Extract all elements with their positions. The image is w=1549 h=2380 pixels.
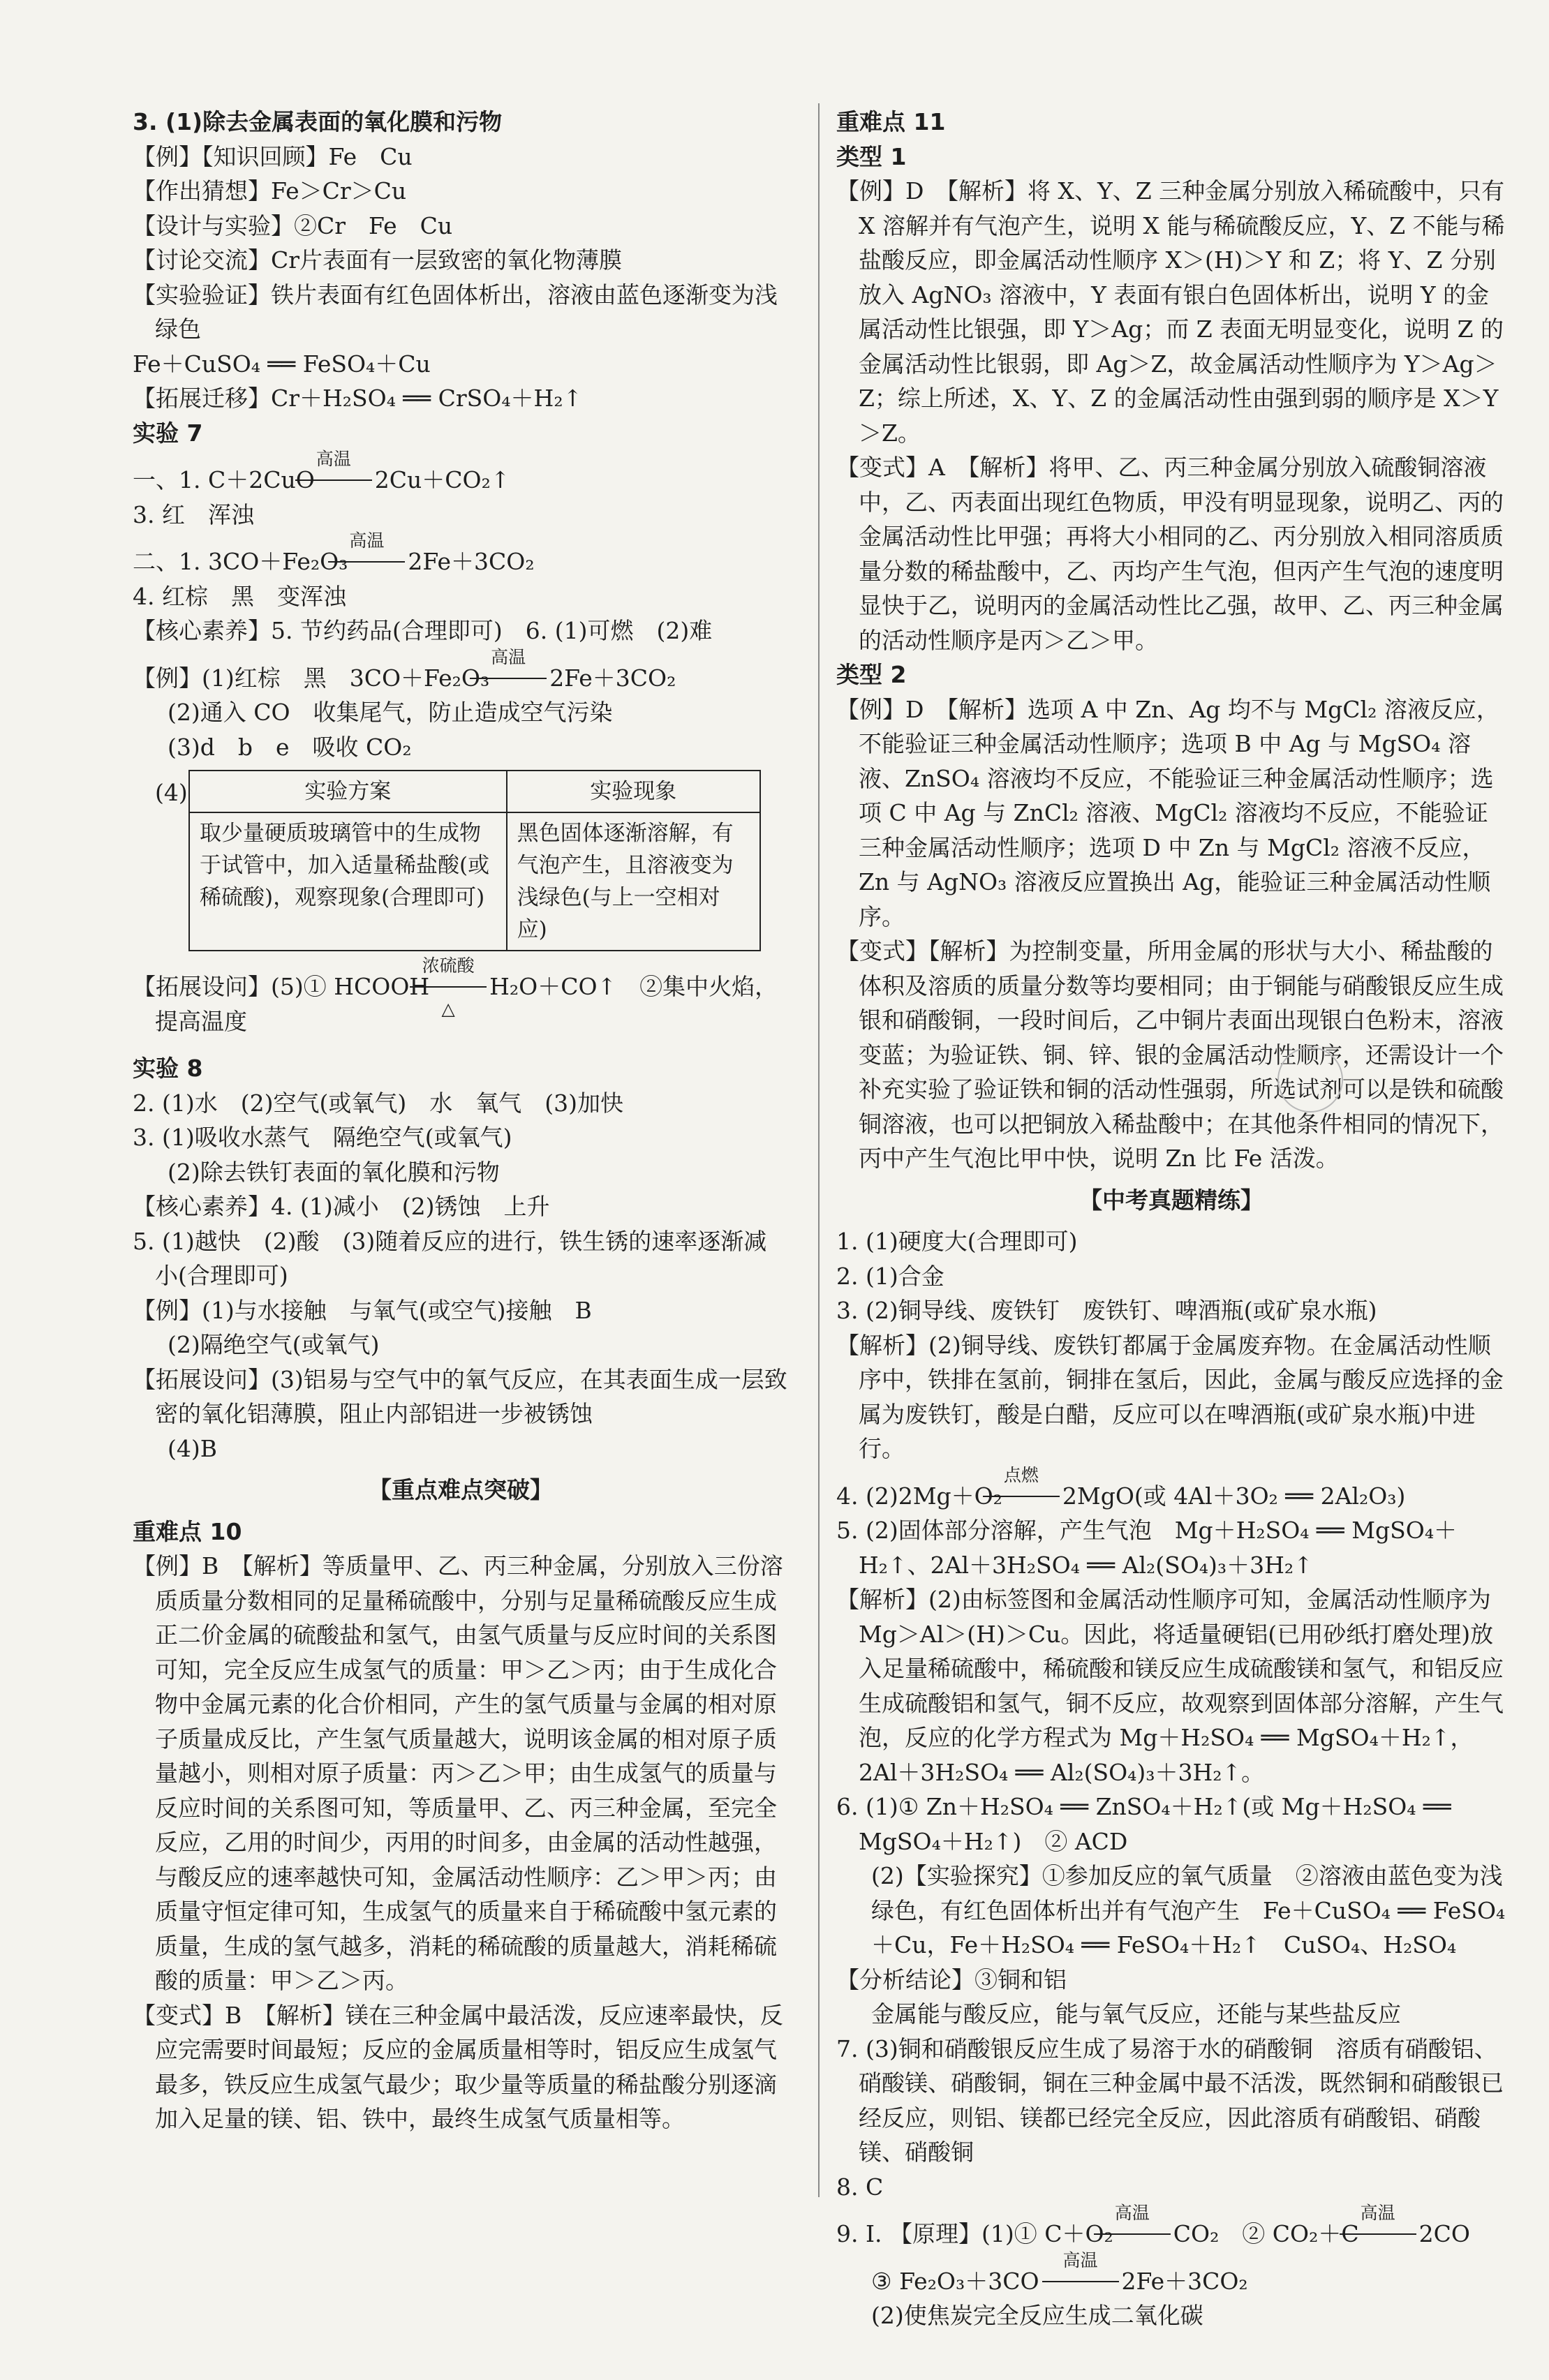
answer-line: (2)【实验探究】①参加反应的氧气质量 ②溶液由蓝色变为浅绿色，有红色固体析出并有气泡产生 Fe＋CuSO₄ ══ FeSO₄＋Cu，Fe＋H₂SO₄ ══ FeSO₄＋H₂↑ CuSO₄、H₂SO₄ [871,1862,1506,1958]
answer-line: 【例】D 【解析】选项 A 中 Zn、Ag 均不与 MgCl₂ 溶液反应，不能验证三种金属活动性顺序；选项 B 中 Ag 与 MgSO₄ 溶液、ZnSO₄ 溶液均不反应，不能验证三种金属活动性顺序；选项 C 中 Ag 与 ZnCl₂ 溶液、MgCl₂ 溶液均不反应，不能验证三种金属活动性顺序；选项 D 中 Zn 与 MgCl₂ 溶液不反应，Zn 与 AgNO₃ 溶液反应置换出 Ag，能验证三种金属活动性顺序。 [836,695,1499,930]
answer-line: 4. 红棕 黑 变浑浊 [133,582,346,610]
answer-line: 5. (2)固体部分溶解，产生气泡 Mg＋H₂SO₄ ══ MgSO₄＋H₂↑、2Al＋3H₂SO₄ ══ Al₂(SO₄)₃＋3H₂↑ [836,1517,1458,1579]
answer-line: 【例】【知识回顾】Fe Cu [133,142,413,170]
answer-line: 3. (1)吸收水蒸气 隔绝空气(或氧气) [133,1124,512,1151]
answer-line: 【作出猜想】Fe＞Cr＞Cu [133,177,407,204]
equation-left: ③ Fe₂O₃＋3CO [871,2267,1039,2295]
answer-line: (2)除去铁钉表面的氧化膜和污物 [168,1158,500,1186]
answer-line: 【例】D 【解析】将 X、Y、Z 三种金属分别放入稀硫酸中，只有 X 溶解并有气泡产生，说明 X 能与稀硫酸反应，Y、Z 不能与稀盐酸反应，即金属活动性顺序 X＞(H)＞Y 和 Z；将 Y、Z 分别放入 AgNO₃ 溶液中，Y 表面有银白色固体析出，说明 Y 的金属活动性比银强，即 Y＞Ag；而 Z 表面无明显变化，说明 Z 的金属活动性比银弱，即 Ag＞Z，故金属活动性顺序为 Y＞Ag＞Z；综上所述，X、Y、Z 的金属活动性由强到弱的顺序是 X＞Y＞Z。 [836,177,1505,447]
table-cell: 黑色固体逐渐溶解，有气泡产生，且溶液变为浅绿色(与上一空相对应) [507,812,760,951]
table-header: 实验现象 [507,771,760,812]
answer-line: 【拓展设问】(3)铝易与空气中的氧气反应，在其表面生成一层致密的氧化铝薄膜，阻止内部铝进一步被锈蚀 [133,1365,787,1427]
equation-left: 二、1. 3CO＋Fe₂O₃ [133,548,348,575]
equation-bar [410,985,487,988]
answer-line: (4)B [168,1434,217,1462]
equation-bar [983,1494,1060,1497]
equation-left: 【例】(1)红棕 黑 3CO＋Fe₂O₃ [133,664,490,692]
condition-label: 高温 [349,530,385,551]
equation-bar [1094,2232,1171,2235]
equation-bar [295,478,372,481]
answer-line: 3. 红 浑浊 [133,500,254,528]
equation-line [133,450,789,498]
equation-left: 9. Ⅰ. 【原理】(1)① C＋O₂ [836,2220,1113,2247]
answer-line: 【例】(1)与水接触 与氧气(或空气)接触 B [133,1296,592,1324]
table-header: 实验方案 [189,771,507,812]
answer-line: 【变式】A 【解析】将甲、乙、丙三种金属分别放入硫酸铜溶液中，乙、丙表面出现红色物质，甲没有明显现象，说明乙、丙的金属活动性比甲强；再将大小相同的乙、丙分别放入相同溶质质量分数的稀盐酸中，乙、丙均产生气泡，但丙产生气泡的速度明显快于乙，说明丙的金属活动性比乙强，故甲、乙、丙三种金属的活动性顺序是丙＞乙＞甲。 [836,454,1504,654]
equation-right: 2CO [1418,2220,1470,2247]
equation-line [133,532,789,579]
answer-line: (2)隔绝空气(或氧气) [168,1331,380,1358]
answer-line: 重难点 11 [836,108,946,135]
answer-line: 类型 1 [836,142,907,170]
answer-line: 类型 2 [836,661,907,688]
condition-label: 浓硫酸 [422,955,475,976]
condition-label: 高温 [1062,2249,1098,2270]
answer-line: 7. (3)铜和硝酸银反应生成了易溶于水的硝酸铜 溶质有硝酸铝、硝酸镁、硝酸铜，铜在三种金属中最不活泼，既然铜和硝酸银已经反应，则铝、镁都已经完全反应，因此溶质有硝酸铝、硝酸镁、硝酸铜 [836,2035,1504,2166]
answer-line: 【例】B 【解析】等质量甲、乙、丙三种金属，分别放入三份溶质质量分数相同的足量稀硫酸中，分别与足量稀硫酸反应生成正二价金属的硫酸盐和氢气，由氢气质量与反应时间的关系图可知，完全反应生成氢气的质量：甲＞乙＞丙；由于生成化合物中金属元素的化合价相同，产生的氢气质量与金属的相对原子质量成反比，产生氢气质量越大，说明该金属的相对原子质量越小，则相对原子质量：丙＞乙＞甲；由生成氢气的质量与反应时间的关系图可知，等质量甲、乙、丙三种金属，至完全反应，乙用的时间少，丙用的时间多，由金属的活动性越强，与酸反应的速率越快可知，金属活动性顺序：乙＞甲＞丙；由质量守恒定律可知，生成氢气的质量来自于稀硫酸中氢元素的质量，生成的氢气越多，消耗的稀硫酸的质量越大，消耗稀硫酸的质量：甲＞乙＞丙。 [133,1552,783,1994]
answer-line: (2)通入 CO 收集尾气，防止造成空气污染 [168,699,613,726]
equation-right: 2Fe＋3CO₂ [408,548,535,575]
answer-line: 【实验验证】铁片表面有红色固体析出，溶液由蓝色逐渐变为浅绿色 [133,281,778,343]
condition-label: 高温 [316,449,351,469]
equation-line [133,957,789,1039]
answer-line: 【讨论交流】Cr片表面有一层致密的氧化物薄膜 [133,246,623,274]
table-label: (4) [155,779,188,806]
answer-line: 金属能与酸反应，能与氧气反应，还能与某些盐反应 [871,2000,1401,2028]
equation-line [836,1466,1506,1514]
answer-line: (2)使焦炭完全反应生成二氧化碳 [871,2302,1203,2329]
experiment-table [188,770,761,951]
equation-right: 2Cu＋CO₂↑ [374,466,510,493]
answer-line: 【核心素养】4. (1)减小 (2)锈蚀 上升 [133,1193,550,1220]
answer-line: 5. (1)越快 (2)酸 (3)随着反应的进行，铁生锈的速率逐渐减小(合理即可) [133,1227,767,1289]
reaction-condition [422,955,487,1019]
equation-right: 2Fe＋3CO₂ [549,664,676,692]
answer-line: 3. (1)除去金属表面的氧化膜和污物 [133,108,503,135]
answer-line: 8. C [836,2173,884,2201]
section-heading: 【重点难点突破】 [369,1476,553,1503]
answer-line: 【分析结论】③铜和铝 [836,1965,1067,1993]
answer-line: 2. (1)合金 [836,1262,944,1290]
equation-left: 【拓展设问】(5)① HCOOH [133,973,430,1000]
answer-line: 【解析】(2)由标签图和金属活动性顺序可知，金属活动性顺序为 Mg＞Al＞(H)＞Cu。因此，将适量硬铝(已用砂纸打磨处理)放入足量稀硫酸中，稀硫酸和镁反应生成硫酸镁和氢气，和铝反应生成硫酸铝和氢气，铜不反应，故观察到固体部分溶解，产生气泡，反应的化学方程式为 Mg＋H₂SO₄ ══ MgSO₄＋H₂↑，2Al＋3H₂SO₄ ══ Al₂(SO₄)₃＋3H₂↑。 [836,1586,1504,1786]
equation-bar [1042,2279,1119,2282]
reaction-condition [1005,1466,1060,1508]
answer-line: 【变式】B 【解析】镁在三种金属中最活泼，反应速率最快，反应完需要时间最短；反应的金属质量相等时，铝反应生成氢气最多，铁反应生成氢气最少；取少量等质量的稀盐酸分别逐滴加入足量的镁、铝、铁中，最终生成氢气质量相等。 [133,2001,783,2132]
answer-line: 6. (1)① Zn＋H₂SO₄ ══ ZnSO₄＋H₂↑(或 Mg＋H₂SO₄ ══ MgSO₄＋H₂↑) ② ACD [836,1793,1451,1855]
reaction-condition [350,532,405,573]
condition-label: 高温 [491,646,526,667]
condition-label: 高温 [1360,2203,1395,2223]
answer-line: 3. (2)铜导线、废铁钉 废铁钉、啤酒瓶(或矿泉水瓶) [836,1297,1377,1324]
equation-bar [328,560,405,563]
column-divider [818,103,820,2197]
answer-line: 1. (1)硬度大(合理即可) [836,1228,1078,1255]
reaction-condition [1362,2204,1416,2245]
equation-line [133,648,789,696]
condition-label-bottom: △ [441,999,455,1019]
equation-right: 2Fe＋3CO₂ [1121,2267,1248,2295]
equation-left: 4. (2)2Mg＋O₂ [836,1482,1002,1510]
condition-label: 点燃 [1003,1464,1039,1485]
answer-line: 实验 7 [133,419,203,447]
answer-line: (3)d b e 吸收 CO₂ [168,733,412,761]
answer-line: 实验 8 [133,1055,203,1082]
right-column [836,105,1506,2333]
answer-line: 2. (1)水 (2)空气(或氧气) 水 氧气 (3)加快 [133,1089,623,1117]
condition-label: 高温 [1114,2203,1150,2223]
answer-line: 重难点 10 [133,1517,242,1545]
answer-line: 【变式】【解析】为控制变量，所用金属的形状与大小、稀盐酸的体积及溶质的质量分数等均要相同；由于铜能与硝酸银反应生成银和硝酸铜，一段时间后，乙中铜片表面出现银白色粉末，溶液变蓝；为验证铁、铜、锌、银的金属活动性顺序，还需设计一个补充实验了验证铁和铜的活动性强弱，所选试剂可以是铁和硫酸铜溶液，也可以把铜放入稀盐酸中；在其他条件相同的情况下，丙中产生气泡比甲中快，说明 Zn 比 Fe 活泼。 [836,937,1504,1172]
equation-bar [470,676,547,679]
answer-line: 【设计与实验】②Cr Fe Cu [133,211,453,239]
equation-line [836,2204,1506,2252]
equation-right: 2MgO(或 4Al＋3O₂ ══ 2Al₂O₃) [1062,1482,1406,1510]
experiment-table-block [133,770,789,951]
left-column [133,105,789,2136]
reaction-condition [318,450,372,491]
answer-line: 【核心素养】5. 节约药品(合理即可) 6. (1)可燃 (2)难 [133,617,713,644]
answer-line: 【解析】(2)铜导线、废铁钉都属于金属废弃物。在金属活动性顺序中，铁排在氢前，铜排在氢后，因此，金属与酸反应选择的金属为废铁钉，酸是白醋，反应可以在啤酒瓶(或矿泉水瓶)中进行。 [836,1331,1504,1462]
reaction-condition [1116,2204,1171,2245]
equation-right: H₂O＋CO↑ ②集中火焰，提高温度 [155,973,778,1035]
equation-left: 一、1. C＋2CuO [133,466,315,493]
answer-line: 【拓展迁移】Cr＋H₂SO₄ ══ CrSO₄＋H₂↑ [133,385,583,412]
equation-bar [1340,2232,1416,2235]
equation-middle: CO₂ ② CO₂＋C [1173,2220,1359,2247]
section-heading: 【中考真题精练】 [1079,1186,1263,1214]
reaction-condition [1042,2249,1119,2293]
table-cell: 取少量硬质玻璃管中的生成物于试管中，加入适量稀盐酸(或稀硫酸)，观察现象(合理即可) [189,812,507,951]
answer-line: Fe＋CuSO₄ ══ FeSO₄＋Cu [133,350,431,378]
watermark-stamp [1277,1047,1343,1113]
equation-line [836,2249,1506,2299]
reaction-condition [492,648,547,690]
